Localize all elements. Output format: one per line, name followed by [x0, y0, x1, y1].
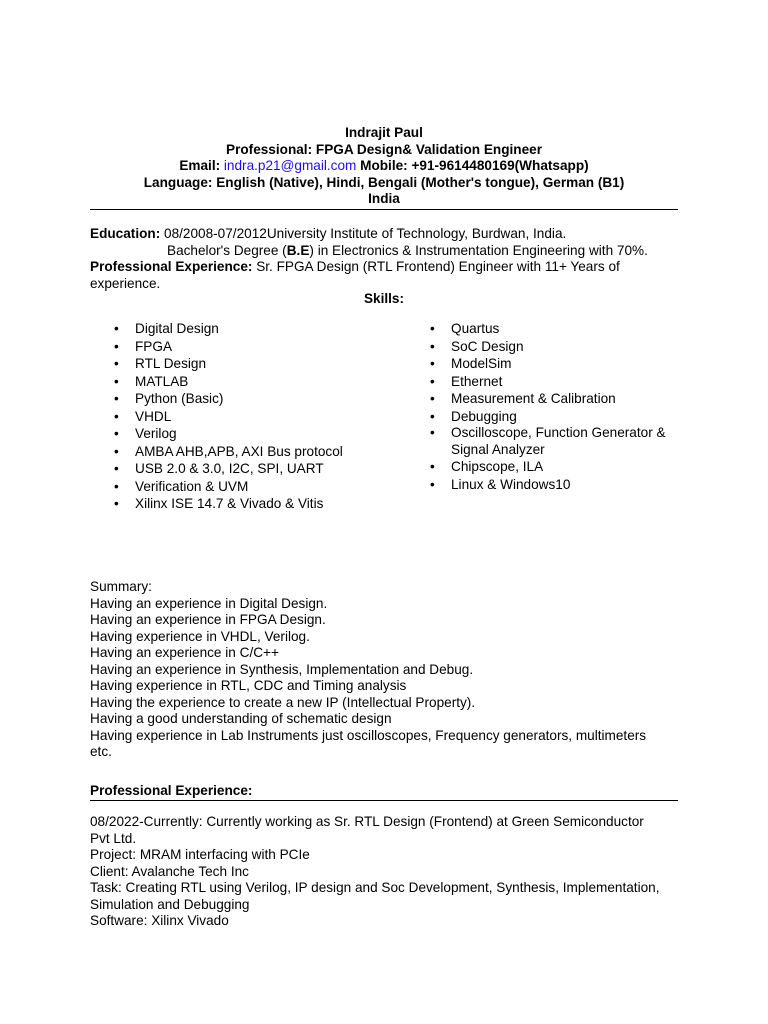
summary-line: Having the experience to create a new IP (Intellectual Property).: [90, 694, 476, 710]
summary-line: Having experience in RTL, CDC and Timing analysis: [90, 678, 407, 693]
skills-right-list: [406, 320, 696, 493]
summary-line: Having a good understanding of schematic design: [90, 711, 392, 726]
degree-post: ) in Electronics & Instrumentation Engineering with 70%.: [309, 242, 648, 258]
professional-experience-title: Professional Experience:: [90, 783, 253, 798]
skill-item: • Digital Design: [90, 320, 420, 338]
skill-item: [406, 425, 696, 458]
education-degree: [90, 243, 678, 260]
summary-line: Having an experience in C/C++: [90, 645, 279, 660]
experience-divider: [90, 800, 678, 801]
skill-item: • Chipscope, ILA: [406, 458, 696, 476]
education-label: Education:: [90, 226, 161, 241]
header-divider: [90, 209, 678, 210]
summary-line: etc.: [90, 744, 112, 759]
education-dates-school: 08/2008-07/2012University Institute of Technology, Burdwan, India.: [160, 226, 567, 241]
email-link[interactable]: indra.p21@gmail.com: [223, 158, 357, 173]
skill-item: • Verilog: [90, 425, 420, 443]
skill-item: • AMBA AHB,APB, AXI Bus protocol: [90, 443, 420, 461]
experience-text-1: Sr. FPGA Design (RTL Frontend) Engineer with 11+ Years of: [252, 259, 620, 274]
skill-item: • Quartus: [406, 320, 696, 338]
candidate-name: Indrajit Paul: [345, 125, 423, 140]
summary-line: Having an experience in Digital Design.: [90, 595, 328, 611]
skill-item: • Verification & UVM: [90, 478, 420, 496]
skills-left-list: [90, 320, 420, 513]
experience-label: Professional Experience:: [90, 259, 253, 274]
experience-line: Project: MRAM interfacing with PCIe: [90, 847, 310, 862]
skill-item: • MATLAB: [90, 373, 420, 391]
degree-pre: Bachelor's Degree (: [167, 242, 287, 258]
skill-item: • USB 2.0 & 3.0, I2C, SPI, UART: [90, 460, 420, 478]
skill-item: • ModelSim: [406, 355, 696, 373]
experience-line: Simulation and Debugging: [90, 896, 250, 912]
skill-item-line: • Oscilloscope, Function Generator &: [451, 425, 666, 440]
skills-title: Skills:: [363, 291, 405, 306]
mobile-text: Mobile: +91-9614480169(Whatsapp): [356, 158, 589, 173]
summary-title: Summary:: [90, 579, 152, 594]
summary-line: Having experience in Lab Instruments just oscilloscopes, Frequency generators, multimeters: [90, 727, 647, 743]
skill-item: • Ethernet: [406, 373, 696, 391]
degree-abbr: B.E: [286, 242, 310, 258]
summary-line: Having experience in VHDL, Verilog.: [90, 628, 310, 644]
summary-line: Having an experience in Synthesis, Implementation and Debug.: [90, 661, 474, 677]
experience-line: Task: Creating RTL using Verilog, IP design and Soc Development, Synthesis, Implementation,: [90, 880, 660, 895]
experience-line: Client: Avalanche Tech Inc: [90, 863, 249, 879]
summary-line: Having an experience in FPGA Design.: [90, 612, 326, 627]
skill-item: • Xilinx ISE 14.7 & Vivado & Vitis: [90, 495, 420, 513]
skill-item: • RTL Design: [90, 355, 420, 373]
professional-experience-section: [90, 814, 678, 930]
skill-item: • Linux & Windows10: [406, 476, 696, 494]
skill-item-line: Signal Analyzer: [451, 441, 545, 457]
skill-item: • VHDL: [90, 408, 420, 426]
summary-section: [90, 579, 678, 761]
skill-item: • SoC Design: [406, 338, 696, 356]
resume-header: [90, 125, 678, 208]
experience-line: 08/2022-Currently: Currently working as Sr. RTL Design (Frontend) at Green Semiconductor: [90, 814, 644, 829]
professional-title: Professional: FPGA Design& Validation Engineer: [226, 141, 542, 157]
contact-line: [90, 158, 678, 175]
email-label: Email:: [179, 158, 224, 173]
experience-text-2: experience.: [90, 275, 161, 291]
skill-item: • Measurement & Calibration: [406, 390, 696, 408]
skill-item: • FPGA: [90, 338, 420, 356]
education-section: [90, 226, 678, 292]
skill-item: • Python (Basic): [90, 390, 420, 408]
location-line: India: [368, 191, 400, 206]
experience-line: Software: Xilinx Vivado: [90, 913, 229, 928]
skill-item: • Debugging: [406, 408, 696, 426]
language-line: Language: English (Native), Hindi, Bengali (Mother's tongue), German (B1): [143, 174, 625, 190]
experience-line: Pvt Ltd.: [90, 830, 137, 846]
